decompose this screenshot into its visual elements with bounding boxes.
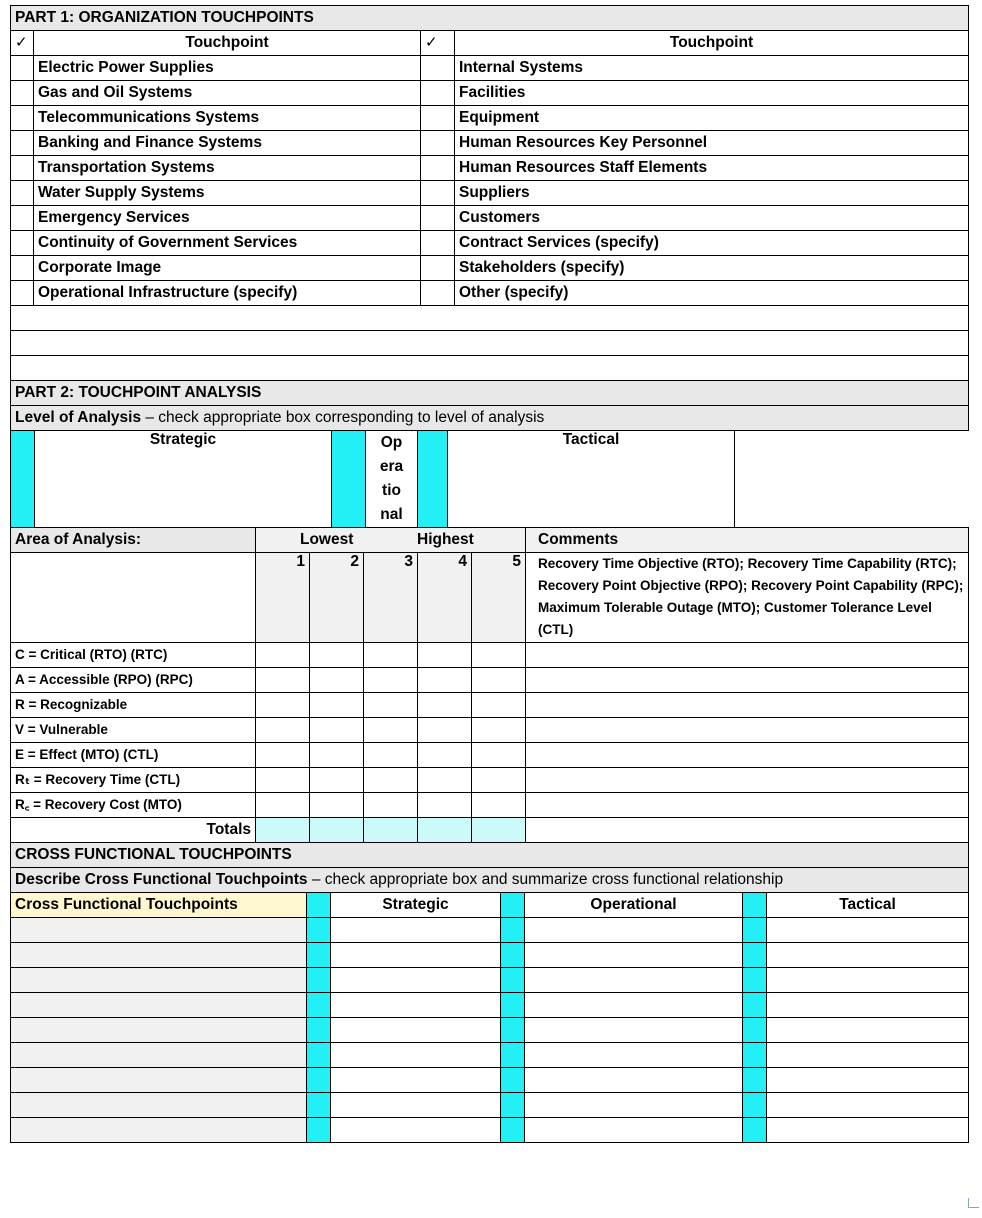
cross-title: CROSS FUNCTIONAL TOUCHPOINTS [11,842,969,867]
cross-operational-checkbox[interactable] [501,1092,525,1117]
touchpoint-row [11,106,969,131]
cross-tactical-checkbox[interactable] [743,1067,767,1092]
total-cell[interactable] [310,818,364,843]
cross-tactical-cell[interactable] [767,942,969,967]
tactical-checkbox[interactable] [418,430,448,528]
rating-cell[interactable] [256,793,310,818]
cross-tactical-cell[interactable] [767,1067,969,1092]
check-column-header-right: ✓ [421,31,455,56]
cross-operational-check-header [501,892,525,917]
cross-operational-checkbox[interactable] [501,992,525,1017]
touchpoint-checkbox[interactable] [421,131,455,156]
cross-tactical-checkbox[interactable] [743,1117,767,1142]
rating-cell[interactable] [256,743,310,768]
touchpoint-row [11,281,969,306]
cross-tactical-cell[interactable] [767,917,969,942]
operational-label-line: nal [380,505,403,523]
criteria-row [11,668,969,693]
cross-operational-checkbox[interactable] [501,967,525,992]
scale-2: 2 [310,553,364,643]
touchpoint-label: Facilities [455,81,969,106]
rating-cell[interactable] [364,718,418,743]
total-comment-cell[interactable] [526,818,969,843]
cross-description-label: Describe Cross Functional Touchpoints [15,870,308,888]
rating-cell[interactable] [256,643,310,668]
cross-strategic-cell[interactable] [331,917,501,942]
criteria-label [11,768,256,793]
cross-row [11,967,969,992]
rating-cell[interactable] [472,743,526,768]
criteria-row [11,718,969,743]
criteria-description: = Effect (MTO) (CTL) [24,747,159,762]
rating-cell[interactable] [418,693,472,718]
cross-strategic-header: Strategic [331,892,501,917]
cross-row [11,1117,969,1142]
criteria-description: = Critical (RTO) (RTC) [24,647,168,662]
blank-row[interactable] [11,306,969,331]
blank-row[interactable] [11,331,969,356]
touchpoint-checkbox[interactable] [11,206,34,231]
cross-touchpoint-cell[interactable] [11,967,307,992]
operational-label-line: era [379,457,404,475]
comment-cell[interactable] [526,743,969,768]
cross-tactical-cell[interactable] [767,1017,969,1042]
criteria-row [11,793,969,818]
comment-cell[interactable] [526,668,969,693]
rating-cell[interactable] [310,743,364,768]
cross-operational-checkbox[interactable] [501,1042,525,1067]
cross-row [11,1092,969,1117]
touchpoint-checkbox[interactable] [421,81,455,106]
cross-operational-cell[interactable] [525,1117,743,1142]
cross-strategic-checkbox[interactable] [307,942,331,967]
touchpoint-row [11,56,969,81]
cross-touchpoint-cell[interactable] [11,1017,307,1042]
touchpoint-label: Human Resources Key Personnel [455,131,969,156]
touchpoint-label: Customers [455,206,969,231]
cross-tactical-cell[interactable] [767,1042,969,1067]
total-cell[interactable] [256,818,310,843]
lowest-label: Lowest [300,531,354,548]
cross-touchpoint-cell[interactable] [11,1092,307,1117]
cross-tactical-checkbox[interactable] [743,1017,767,1042]
criteria-label [11,718,256,743]
strategic-label: Strategic [35,430,332,528]
rating-cell[interactable] [472,693,526,718]
cross-strategic-check-header [307,892,331,917]
cross-strategic-checkbox[interactable] [307,1092,331,1117]
part1-table [10,5,969,381]
operational-checkbox[interactable] [332,430,366,528]
rating-cell[interactable] [310,693,364,718]
cross-functional-table [10,842,969,1143]
touchpoint-row [11,206,969,231]
scale-1: 1 [256,553,310,643]
highest-label: Highest [417,531,474,548]
cross-tactical-header: Tactical [767,892,969,917]
part1-title: PART 1: ORGANIZATION TOUCHPOINTS [11,6,969,31]
criteria-symbol: E [15,747,25,762]
cross-row [11,917,969,942]
comment-cell[interactable] [526,793,969,818]
criteria-label [11,743,256,768]
cross-strategic-checkbox[interactable] [307,967,331,992]
touchpoint-label: Telecommunications Systems [34,106,421,131]
criteria-symbol: R꜀ [15,797,30,812]
touchpoint-checkbox[interactable] [421,206,455,231]
rating-cell[interactable] [472,768,526,793]
rating-cell[interactable] [418,668,472,693]
check-column-header-left: ✓ [11,31,34,56]
touchpoint-label: Internal Systems [455,56,969,81]
criteria-symbol: V [15,722,25,737]
cross-strategic-checkbox[interactable] [307,1117,331,1142]
rating-cell[interactable] [256,718,310,743]
cross-tactical-checkbox[interactable] [743,917,767,942]
touchpoint-label: Other (specify) [455,281,969,306]
rating-cell[interactable] [418,718,472,743]
cross-operational-cell[interactable] [525,1042,743,1067]
rating-cell[interactable] [364,643,418,668]
touchpoint-checkbox[interactable] [421,106,455,131]
touchpoint-checkbox[interactable] [421,256,455,281]
operational-label-line: Op [380,433,403,451]
cross-operational-cell[interactable] [525,1017,743,1042]
rating-cell[interactable] [310,643,364,668]
rating-cell[interactable] [256,768,310,793]
operational-label-line: tio [382,481,401,499]
touchpoint-checkbox[interactable] [11,181,34,206]
cross-touchpoint-cell[interactable] [11,1117,307,1142]
touchpoint-label: Suppliers [455,181,969,206]
touchpoint-label: Human Resources Staff Elements [455,156,969,181]
touchpoint-checkbox[interactable] [421,156,455,181]
cross-operational-checkbox[interactable] [501,1017,525,1042]
touchpoint-label: Emergency Services [34,206,421,231]
cross-operational-cell[interactable] [525,1067,743,1092]
touchpoint-checkbox[interactable] [11,56,34,81]
rating-cell[interactable] [364,693,418,718]
criteria-row [11,693,969,718]
cross-operational-cell[interactable] [525,917,743,942]
touchpoint-checkbox[interactable] [421,181,455,206]
criteria-description: = Vulnerable [24,722,108,737]
cross-tactical-check-header [743,892,767,917]
cross-strategic-checkbox[interactable] [307,917,331,942]
touchpoint-label: Transportation Systems [34,156,421,181]
cross-strategic-checkbox[interactable] [307,1042,331,1067]
rating-cell[interactable] [418,643,472,668]
cross-row [11,1042,969,1067]
criteria-label [11,643,256,668]
cross-operational-cell[interactable] [525,1092,743,1117]
blank-row[interactable] [11,356,969,381]
touchpoint-label: Water Supply Systems [34,181,421,206]
cross-strategic-cell[interactable] [331,992,501,1017]
rating-cell[interactable] [472,718,526,743]
rating-cell[interactable] [364,768,418,793]
touchpoint-label: Operational Infrastructure (specify) [34,281,421,306]
operational-label [366,430,418,528]
criteria-symbol: C [15,647,25,662]
criteria-symbol: R [15,697,25,712]
comment-cell[interactable] [526,718,969,743]
rating-cell[interactable] [364,668,418,693]
cross-tactical-cell[interactable] [767,1117,969,1142]
touchpoint-checkbox[interactable] [421,56,455,81]
cross-operational-checkbox[interactable] [501,1067,525,1092]
cross-operational-checkbox[interactable] [501,942,525,967]
touchpoint-row [11,256,969,281]
cross-strategic-checkbox[interactable] [307,992,331,1017]
cross-operational-checkbox[interactable] [501,917,525,942]
touchpoint-row [11,181,969,206]
cross-strategic-checkbox[interactable] [307,1017,331,1042]
cross-row [11,992,969,1017]
touchpoint-label: Stakeholders (specify) [455,256,969,281]
criteria-description: = Recognizable [24,697,128,712]
touchpoint-checkbox[interactable] [11,81,34,106]
comment-cell[interactable] [526,693,969,718]
touchpoint-label: Electric Power Supplies [34,56,421,81]
criteria-row [11,643,969,668]
rating-grid [10,527,969,843]
touchpoint-checkbox[interactable] [11,256,34,281]
touchpoint-checkbox[interactable] [11,281,34,306]
touchpoint-row [11,81,969,106]
rating-cell[interactable] [418,743,472,768]
rating-cell[interactable] [310,668,364,693]
cross-strategic-checkbox[interactable] [307,1067,331,1092]
touchpoint-row [11,231,969,256]
cross-touchpoints-header: Cross Functional Touchpoints [11,892,307,917]
touchpoint-label: Contract Services (specify) [455,231,969,256]
rating-cell[interactable] [472,793,526,818]
rating-cell[interactable] [310,718,364,743]
cross-strategic-cell[interactable] [331,1067,501,1092]
touchpoint-checkbox[interactable] [421,281,455,306]
cross-operational-cell[interactable] [525,967,743,992]
cross-touchpoint-cell[interactable] [11,1067,307,1092]
cross-strategic-cell[interactable] [331,942,501,967]
touchpoint-checkbox[interactable] [421,231,455,256]
rating-cell[interactable] [472,668,526,693]
rating-cell[interactable] [310,768,364,793]
criteria-row [11,768,969,793]
touchpoint-label: Gas and Oil Systems [34,81,421,106]
criteria-symbol: Rₜ [15,772,30,787]
touchpoint-label: Banking and Finance Systems [34,131,421,156]
cross-strategic-cell[interactable] [331,967,501,992]
criteria-symbol: A [15,672,25,687]
tactical-label: Tactical [448,430,735,528]
scale-3: 3 [364,553,418,643]
criteria-label [11,668,256,693]
criteria-row [11,743,969,768]
level-of-analysis-label: Level of Analysis [15,408,142,426]
total-cell[interactable] [418,818,472,843]
cross-strategic-cell[interactable] [331,1017,501,1042]
resize-corner-icon [968,1198,979,1208]
total-cell[interactable] [472,818,526,843]
cross-tactical-checkbox[interactable] [743,992,767,1017]
strategic-checkbox[interactable] [11,430,35,528]
cross-touchpoint-cell[interactable] [11,1042,307,1067]
touchpoint-checkbox[interactable] [11,106,34,131]
cross-strategic-cell[interactable] [331,1092,501,1117]
rating-cell[interactable] [364,743,418,768]
cross-tactical-cell[interactable] [767,992,969,1017]
touchpoint-checkbox[interactable] [11,156,34,181]
cross-operational-header: Operational [525,892,743,917]
cross-description-row [11,867,969,892]
rating-cell[interactable] [418,793,472,818]
cross-row [11,1067,969,1092]
cross-operational-cell[interactable] [525,942,743,967]
touchpoint-row [11,131,969,156]
touchpoint-label: Equipment [455,106,969,131]
scale-5: 5 [472,553,526,643]
touchpoint-checkbox[interactable] [11,231,34,256]
scale-4: 4 [418,553,472,643]
cross-row [11,1017,969,1042]
touchpoint-header-left: Touchpoint [34,31,421,56]
touchpoint-label: Continuity of Government Services [34,231,421,256]
criteria-label [11,693,256,718]
cross-touchpoint-cell[interactable] [11,917,307,942]
comments-label: Comments [526,528,969,553]
cross-touchpoint-cell[interactable] [11,992,307,1017]
cross-tactical-cell[interactable] [767,967,969,992]
area-of-analysis-label: Area of Analysis: [11,528,256,553]
criteria-description: = Recovery Time (CTL) [29,772,181,787]
touchpoint-checkbox[interactable] [11,131,34,156]
rating-cell[interactable] [418,768,472,793]
level-of-analysis-row [11,405,969,430]
empty-cell [735,430,969,528]
rating-cell[interactable] [256,693,310,718]
touchpoint-header-right: Touchpoint [455,31,969,56]
cross-tactical-checkbox[interactable] [743,1042,767,1067]
totals-label: Totals [11,818,256,843]
level-of-analysis-instructions: – check appropriate box corresponding to level of analysis [141,408,545,426]
cross-operational-checkbox[interactable] [501,1117,525,1142]
cross-tactical-cell[interactable] [767,1092,969,1117]
cross-strategic-cell[interactable] [331,1117,501,1142]
cross-tactical-checkbox[interactable] [743,942,767,967]
comments-legend: Recovery Time Objective (RTO); Recovery Time Capability (RTC); Recovery Point Objective (RPO); Recovery Point Capability (RPC); Maximum Tolerable Outage (MTO); Customer Tolerance Level (CTL) [526,553,969,643]
scale-row-blank [11,553,256,643]
cross-description-instructions: – check appropriate box and summarize cross functional relationship [307,870,784,888]
touchpoint-row [11,156,969,181]
rating-cell[interactable] [364,793,418,818]
part2-title: PART 2: TOUCHPOINT ANALYSIS [11,380,969,405]
touchpoint-label: Corporate Image [34,256,421,281]
cross-strategic-cell[interactable] [331,1042,501,1067]
rating-cell[interactable] [472,643,526,668]
cross-operational-cell[interactable] [525,992,743,1017]
touchpoint-form [10,5,968,1143]
cross-tactical-checkbox[interactable] [743,967,767,992]
cross-row [11,942,969,967]
cross-tactical-checkbox[interactable] [743,1092,767,1117]
total-cell[interactable] [364,818,418,843]
scale-header [256,528,526,553]
comment-cell[interactable] [526,643,969,668]
rating-cell[interactable] [256,668,310,693]
part2-level-table [10,380,969,529]
criteria-description: = Recovery Cost (MTO) [29,797,182,812]
cross-touchpoint-cell[interactable] [11,942,307,967]
criteria-label [11,793,256,818]
comment-cell[interactable] [526,768,969,793]
criteria-description: = Accessible (RPO) (RPC) [24,672,193,687]
rating-cell[interactable] [310,793,364,818]
